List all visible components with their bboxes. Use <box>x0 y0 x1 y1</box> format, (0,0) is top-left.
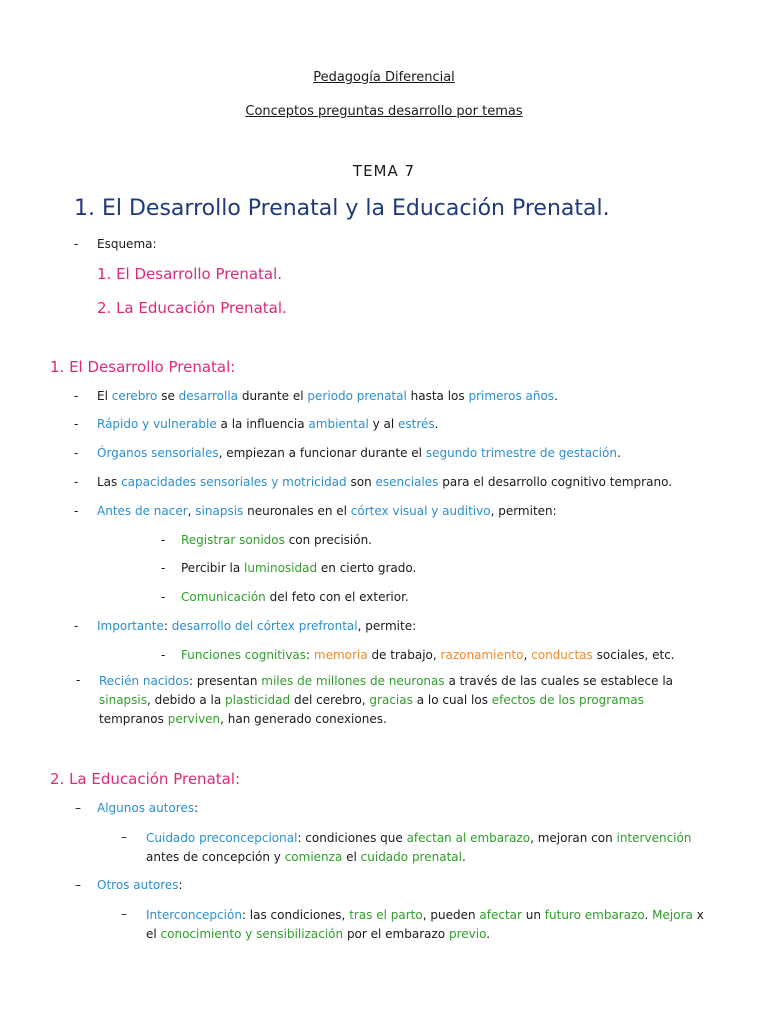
newborns-highlight: gracias <box>369 693 413 707</box>
interconception-text: : las condiciones, <box>241 908 350 922</box>
preconception-highlight: cuidado prenatal <box>360 850 462 864</box>
bullet-3-highlight: segundo trimestre de gestación <box>425 446 617 460</box>
schema-label: Esquema: <box>97 237 157 251</box>
cognitive-functions-bullet-text: de trabajo, <box>367 648 441 662</box>
bullet-4-text: Las <box>97 475 122 489</box>
bullet-5-text: , <box>187 504 196 518</box>
group-2-sub-dash: – <box>121 907 127 921</box>
sub-bullet-2-text: en cierto grado. <box>317 561 417 575</box>
interconception-highlight: afectar <box>479 908 522 922</box>
sub-bullet-3-dash: - <box>161 590 166 604</box>
newborns-dash: - <box>76 673 81 687</box>
sub-bullet-1-highlight: Registrar sonidos <box>181 533 285 547</box>
sub-bullet-1-text: con precisión. <box>284 533 372 547</box>
bullet-5-highlight: Antes de nacer <box>97 504 188 518</box>
bullet-3-dash: - <box>74 446 79 460</box>
section-2-heading: 2. La Educación Prenatal: <box>50 770 241 788</box>
interconception-text: , pueden <box>422 908 480 922</box>
newborns-text: , debido a la <box>147 693 226 707</box>
cognitive-functions-bullet-text: , <box>523 648 532 662</box>
bullet-1-text: . <box>554 389 558 403</box>
bullet-2 <box>97 417 439 431</box>
main-title: 1. El Desarrollo Prenatal y la Educación Prenatal. <box>74 196 610 221</box>
sub-bullet-2-highlight: luminosidad <box>244 561 318 575</box>
bullet-4-text: para el desarrollo cognitivo temprano. <box>438 475 673 489</box>
preconception-text: antes de concepción y <box>146 850 285 864</box>
bullet-4 <box>97 475 672 489</box>
bullet-4-text: son <box>346 475 376 489</box>
newborns-highlight: miles de millones de neuronas <box>261 674 445 688</box>
important-bullet-highlight: Importante <box>97 619 164 633</box>
bullet-1-text: hasta los <box>406 389 469 403</box>
bullet-5 <box>97 504 557 518</box>
document-subtitle: Conceptos preguntas desarrollo por temas <box>245 104 523 119</box>
important-bullet-highlight: desarrollo del córtex prefrontal <box>171 619 358 633</box>
sub-bullet-1-dash: - <box>161 533 166 547</box>
bullet-3-text: . <box>616 446 621 460</box>
important-bullet-text: : <box>163 619 172 633</box>
preconception-text: : condiciones que <box>297 831 407 845</box>
preconception-text: , mejoran con <box>530 831 617 845</box>
section-1-heading: 1. El Desarrollo Prenatal: <box>50 358 236 376</box>
bullet-1-text: se <box>157 389 179 403</box>
interconception-text: por el embarazo <box>343 927 449 941</box>
newborns-text: tempranos <box>99 712 168 726</box>
interconception-text: . <box>486 927 491 941</box>
bullet-2-highlight: Rápido y vulnerable <box>97 417 217 431</box>
group-2-dash: – <box>75 878 81 892</box>
bullet-1 <box>97 389 558 403</box>
bullet-1-text: El <box>97 389 112 403</box>
group-1-colon: : <box>194 801 199 815</box>
bullet-5-dash: - <box>74 504 79 518</box>
bullet-5-text: , permiten: <box>490 504 557 518</box>
schema-item-1: 1. El Desarrollo Prenatal. <box>97 265 283 283</box>
sub-bullet-1 <box>181 533 372 547</box>
group-1-sub-paragraph <box>146 829 706 867</box>
cognitive-functions-bullet-highlight: razonamiento <box>440 648 524 662</box>
interconception-highlight: conocimiento y sensibilización <box>160 927 344 941</box>
preconception-text: . <box>461 850 466 864</box>
cognitive-functions-bullet-text: sociales, etc. <box>592 648 675 662</box>
cognitive-functions-bullet-highlight: Funciones cognitivas <box>181 648 307 662</box>
bullet-2-text: y al <box>368 417 399 431</box>
newborns-paragraph <box>99 672 705 729</box>
bullet-4-highlight: capacidades sensoriales y motricidad <box>121 475 347 489</box>
preconception-highlight: afectan al embarazo <box>406 831 531 845</box>
preconception-highlight: Cuidado preconcepcional <box>146 831 298 845</box>
bullet-2-highlight: estrés <box>398 417 435 431</box>
interconception-text: x el <box>146 908 704 941</box>
bullet-1-dash: - <box>74 389 79 403</box>
newborns-text: a través de las cuales se establece la <box>444 674 674 688</box>
preconception-highlight: intervención <box>616 831 692 845</box>
cognitive-functions-bullet <box>181 648 675 662</box>
interconception-highlight: Interconcepción <box>146 908 242 922</box>
group-1-dash: – <box>75 801 81 815</box>
bullet-1-highlight: periodo prenatal <box>307 389 407 403</box>
interconception-highlight: Mejora <box>652 908 693 922</box>
important-bullet <box>97 619 416 633</box>
bullet-3-text: , empiezan a funcionar durante el <box>218 446 426 460</box>
bullet-1-highlight: primeros años <box>468 389 555 403</box>
bullet-1-highlight: cerebro <box>111 389 158 403</box>
sub-bullet-3 <box>181 590 409 604</box>
cognitive-functions-bullet-text: : <box>306 648 314 662</box>
group-1-label: Algunos autores <box>97 801 195 815</box>
bullet-1-text: durante el <box>238 389 308 403</box>
interconception-text: un <box>521 908 545 922</box>
group-1-sub-dash: – <box>121 830 127 844</box>
bullet-5-highlight: sinapsis <box>195 504 244 518</box>
sub-bullet-2 <box>181 561 416 575</box>
bullet-3 <box>97 446 621 460</box>
interconception-highlight: tras el parto <box>349 908 423 922</box>
cognitive-functions-bullet-highlight: conductas <box>531 648 593 662</box>
newborns-highlight: sinapsis <box>99 693 147 707</box>
bullet-5-text: neuronales en el <box>243 504 351 518</box>
bullet-3-highlight: Órganos sensoriales <box>97 446 219 460</box>
newborns-text: : presentan <box>189 674 262 688</box>
newborns-highlight: Recién nacidos <box>99 674 190 688</box>
group-2-colon: : <box>178 878 183 892</box>
newborns-highlight: efectos de los programas <box>491 693 644 707</box>
group-2-label: Otros autores <box>97 878 179 892</box>
newborns-text: del cerebro, <box>290 693 370 707</box>
bullet-2-highlight: ambiental <box>308 417 369 431</box>
group-1-heading <box>97 801 198 815</box>
cognitive-functions-bullet-highlight: memoria <box>313 648 368 662</box>
interconception-highlight: futuro embarazo <box>544 908 645 922</box>
newborns-text: , han generado conexiones. <box>220 712 387 726</box>
important-bullet-dash: - <box>74 619 79 633</box>
interconception-highlight: previo <box>448 927 487 941</box>
sub-bullet-3-text: del feto con el exterior. <box>265 590 409 604</box>
bullet-5-highlight: córtex visual y auditivo <box>350 504 491 518</box>
preconception-text: el <box>342 850 361 864</box>
bullet-2-text: a la influencia <box>216 417 309 431</box>
bullet-4-highlight: esenciales <box>375 475 439 489</box>
newborns-highlight: plasticidad <box>225 693 291 707</box>
group-2-heading <box>97 878 183 892</box>
preconception-highlight: comienza <box>284 850 343 864</box>
sub-bullet-3-highlight: Comunicación <box>181 590 266 604</box>
bullet-2-text: . <box>434 417 439 431</box>
bullet-4-dash: - <box>74 475 79 489</box>
bullet-1-highlight: desarrolla <box>178 389 239 403</box>
schema-dash: - <box>74 237 79 251</box>
group-2-sub-paragraph <box>146 906 706 944</box>
sub-bullet-2-text: Percibir la <box>181 561 244 575</box>
schema-item-2: 2. La Educación Prenatal. <box>97 299 287 317</box>
newborns-text: a lo cual los <box>412 693 492 707</box>
newborns-highlight: perviven <box>167 712 221 726</box>
topic-heading: TEMA 7 <box>352 162 416 180</box>
document-subject: Pedagogía Diferencial <box>313 70 455 85</box>
sub-bullet-2-dash: - <box>161 561 166 575</box>
bullet-2-dash: - <box>74 417 79 431</box>
interconception-text: . <box>644 908 653 922</box>
important-bullet-text: , permite: <box>357 619 417 633</box>
cognitive-functions-bullet-dash: - <box>161 648 166 662</box>
